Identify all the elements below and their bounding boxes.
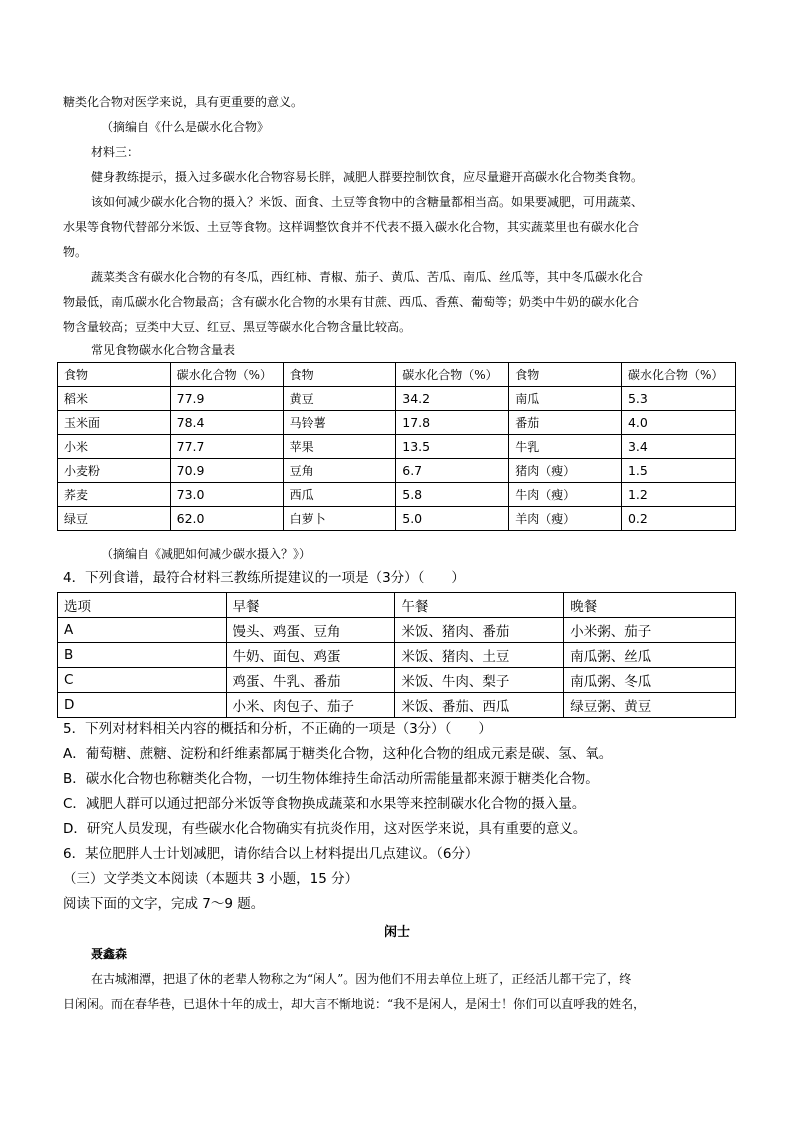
section-heading: （三）文学类文本阅读（本题共 3 小题，15 分）	[63, 871, 359, 887]
material3-paragraph: 蔬菜类含有碳水化合物的有冬瓜，西红柿、青椒、茄子、黄瓜、苦瓜、南瓜、丝瓜等，其中冬瓜碳水化合	[91, 270, 644, 284]
dinner-cell: 南瓜粥、丝瓜	[564, 643, 736, 668]
value-cell: 5.8	[396, 483, 509, 507]
option-cell: C	[58, 668, 227, 693]
material3-paragraph: 健身教练提示，摄入过多碳水化合物容易长胖，减肥人群要控制饮食，应尽量避开高碳水化合物类食物。	[91, 170, 644, 184]
dinner-cell: 绿豆粥、黄豆	[564, 693, 736, 718]
food-cell: 马铃薯	[283, 411, 396, 435]
value-cell: 4.0	[621, 411, 735, 435]
material3-paragraph: 物。	[63, 245, 88, 259]
food-cell: 绿豆	[58, 507, 171, 531]
header-cell: 选项	[58, 593, 227, 618]
meal-options-table	[57, 592, 736, 718]
table-caption: 常见食物碳水化合物含量表	[91, 343, 236, 357]
value-cell: 17.8	[396, 411, 509, 435]
header-cell: 食物	[283, 363, 396, 387]
food-cell: 玉米面	[58, 411, 171, 435]
material3-paragraph: 物最低，南瓜碳水化合物最高；含有碳水化合物的水果有甘蔗、西瓜、香蕉、葡萄等；奶类中牛奶的碳水化合	[63, 295, 640, 309]
header-cell: 午餐	[395, 593, 564, 618]
value-cell: 6.7	[396, 459, 509, 483]
header-cell: 晚餐	[564, 593, 736, 618]
food-cell: 苹果	[283, 435, 396, 459]
value-cell: 70.9	[170, 459, 283, 483]
material2-end: 糖类化合物对医学来说，具有更重要的意义。	[63, 95, 304, 109]
table-row	[58, 507, 736, 531]
option-cell: B	[58, 643, 227, 668]
value-cell: 78.4	[170, 411, 283, 435]
value-cell: 77.9	[170, 387, 283, 411]
table-header-row	[58, 363, 736, 387]
value-cell: 13.5	[396, 435, 509, 459]
food-cell: 猪肉（瘦）	[509, 459, 622, 483]
value-cell: 5.3	[621, 387, 735, 411]
food-cell: 西瓜	[283, 483, 396, 507]
table-row	[58, 459, 736, 483]
material3-paragraph: 物含量较高；豆类中大豆、红豆、黑豆等碳水化合物含量比较高。	[63, 320, 412, 334]
food-cell: 荞麦	[58, 483, 171, 507]
story-paragraph: 在古城湘潭，把退了休的老辈人物称之为“闲人”。因为他们不用去单位上班了，正经活儿都干完了，终	[91, 972, 632, 986]
question-5-option-d: D．研究人员发现，有些碳水化合物确实有抗炎作用，这对医学来说，具有重要的意义。	[63, 821, 587, 837]
food-cell: 牛肉（瘦）	[509, 483, 622, 507]
food-cell: 黄豆	[283, 387, 396, 411]
header-cell: 碳水化合物（%）	[170, 363, 283, 387]
lunch-cell: 米饭、猪肉、番茄	[395, 618, 564, 643]
header-cell: 碳水化合物（%）	[621, 363, 735, 387]
header-cell: 食物	[58, 363, 171, 387]
value-cell: 3.4	[621, 435, 735, 459]
table-row	[58, 618, 736, 643]
header-cell: 早餐	[226, 593, 395, 618]
source-note-2: （摘编自《什么是碳水化合物》	[101, 120, 270, 134]
table-header-row	[58, 593, 736, 618]
value-cell: 0.2	[621, 507, 735, 531]
food-cell: 小麦粉	[58, 459, 171, 483]
breakfast-cell: 馒头、鸡蛋、豆角	[226, 618, 395, 643]
table-row	[58, 387, 736, 411]
table-row	[58, 693, 736, 718]
food-cell: 稻米	[58, 387, 171, 411]
lunch-cell: 米饭、番茄、西瓜	[395, 693, 564, 718]
header-cell: 食物	[509, 363, 622, 387]
food-cell: 番茄	[509, 411, 622, 435]
dinner-cell: 南瓜粥、冬瓜	[564, 668, 736, 693]
story-author: 聂鑫森	[91, 947, 128, 961]
food-cell: 羊肉（瘦）	[509, 507, 622, 531]
question-5-option-a: A．葡萄糖、蔗糖、淀粉和纤维素都属于糖类化合物，这种化合物的组成元素是碳、氢、氧。	[63, 746, 613, 762]
food-cell: 小米	[58, 435, 171, 459]
value-cell: 34.2	[396, 387, 509, 411]
breakfast-cell: 小米、肉包子、茄子	[226, 693, 395, 718]
food-cell: 豆角	[283, 459, 396, 483]
dinner-cell: 小米粥、茄子	[564, 618, 736, 643]
header-cell: 碳水化合物（%）	[396, 363, 509, 387]
story-title: 闲士	[383, 925, 410, 940]
food-cell: 南瓜	[509, 387, 622, 411]
table-row	[58, 643, 736, 668]
breakfast-cell: 鸡蛋、牛乳、番茄	[226, 668, 395, 693]
question-5: 5．下列对材料相关内容的概括和分析，不正确的一项是（3分）（ ）	[63, 721, 492, 737]
breakfast-cell: 牛奶、面包、鸡蛋	[226, 643, 395, 668]
source-note-3: （摘编自《减肥如何减少碳水摄入？》）	[101, 547, 312, 561]
lunch-cell: 米饭、牛肉、梨子	[395, 668, 564, 693]
value-cell: 73.0	[170, 483, 283, 507]
reading-instruction: 阅读下面的文字，完成 7～9 题。	[63, 896, 265, 912]
question-5-option-c: C．减肥人群可以通过把部分米饭等食物换成蔬菜和水果等来控制碳水化合物的摄入量。	[63, 796, 586, 812]
table-row	[58, 411, 736, 435]
food-cell: 白萝卜	[283, 507, 396, 531]
food-cell: 牛乳	[509, 435, 622, 459]
question-5-option-b: B．碳水化合物也称糖类化合物，一切生物体维持生命活动所需能量都来源于糖类化合物。	[63, 771, 599, 787]
value-cell: 1.2	[621, 483, 735, 507]
option-cell: A	[58, 618, 227, 643]
value-cell: 77.7	[170, 435, 283, 459]
table-row	[58, 668, 736, 693]
material3-paragraph: 该如何减少碳水化合物的摄入？米饭、面食、土豆等食物中的含糖量都相当高。如果要减肥，可用蔬菜、	[91, 195, 644, 209]
table-row	[58, 483, 736, 507]
story-paragraph: 日闲闲。而在春华巷，已退休十年的成士，却大言不惭地说：“我不是闲人，是闲士！你们可以直呼我的姓名，	[63, 997, 646, 1011]
lunch-cell: 米饭、猪肉、土豆	[395, 643, 564, 668]
value-cell: 5.0	[396, 507, 509, 531]
material3-title: 材料三：	[91, 145, 140, 159]
carb-content-table	[57, 362, 736, 531]
value-cell: 1.5	[621, 459, 735, 483]
value-cell: 62.0	[170, 507, 283, 531]
question-4: 4．下列食谱，最符合材料三教练所提建议的一项是（3分）（ ）	[63, 570, 465, 586]
material3-paragraph: 水果等食物代替部分米饭、土豆等食物。这样调整饮食并不代表不摄入碳水化合物，其实蔬菜里也有碳水化合	[63, 220, 640, 234]
table-row	[58, 435, 736, 459]
option-cell: D	[58, 693, 227, 718]
question-6: 6．某位肥胖人士计划减肥，请你结合以上材料提出几点建议。（6分）	[63, 846, 479, 862]
